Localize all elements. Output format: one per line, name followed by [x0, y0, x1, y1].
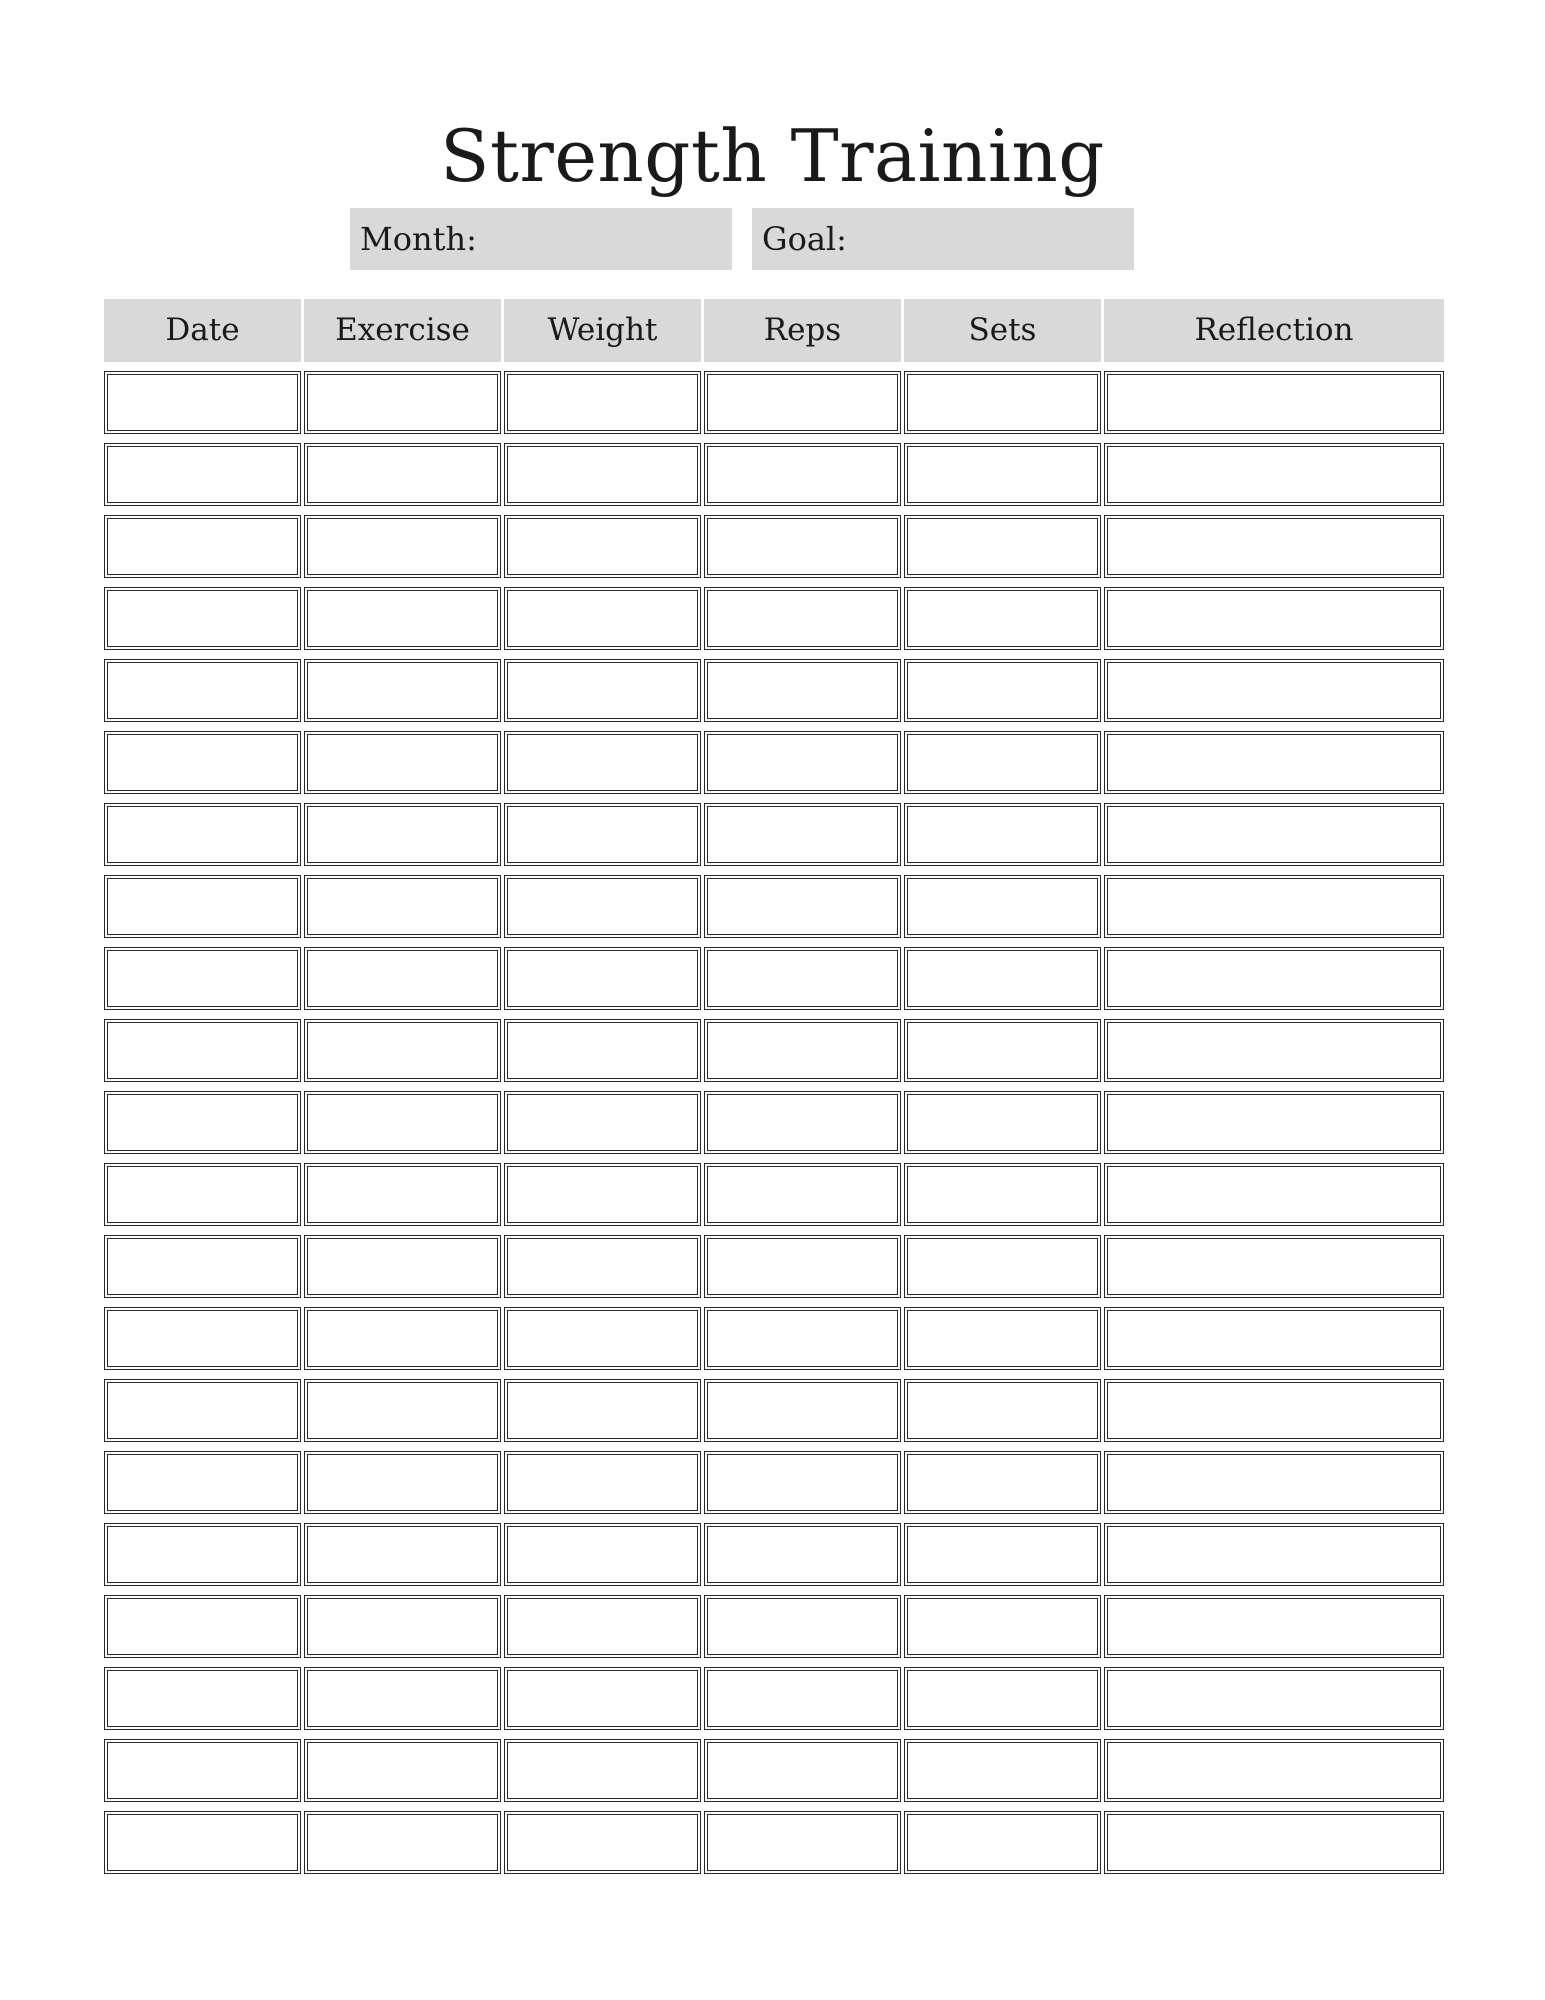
table-row: [104, 1451, 1444, 1514]
table-row: [104, 443, 1444, 506]
sets-cell[interactable]: [904, 1811, 1101, 1874]
table-row: [104, 1595, 1444, 1658]
exercise-cell[interactable]: [304, 371, 501, 434]
sets-cell[interactable]: [904, 1739, 1101, 1802]
table-row: [104, 1667, 1444, 1730]
reflection-cell[interactable]: [1104, 1451, 1444, 1514]
weight-cell[interactable]: [504, 515, 701, 578]
weight-cell[interactable]: [504, 875, 701, 938]
reflection-cell[interactable]: [1104, 1523, 1444, 1586]
reps-cell[interactable]: [704, 1019, 901, 1082]
exercise-cell[interactable]: [304, 1811, 501, 1874]
date-cell[interactable]: [104, 1307, 301, 1370]
weight-cell[interactable]: [504, 1523, 701, 1586]
reps-cell[interactable]: [704, 1523, 901, 1586]
exercise-cell[interactable]: [304, 515, 501, 578]
reps-cell[interactable]: [704, 1667, 901, 1730]
sets-cell[interactable]: [904, 1091, 1101, 1154]
exercise-cell[interactable]: [304, 1739, 501, 1802]
table-row: [104, 803, 1444, 866]
table-row: [104, 1307, 1444, 1370]
weight-cell[interactable]: [504, 371, 701, 434]
weight-cell[interactable]: [504, 1307, 701, 1370]
table-row: [104, 731, 1444, 794]
weight-cell[interactable]: [504, 1595, 701, 1658]
sets-cell[interactable]: [904, 1667, 1101, 1730]
exercise-cell[interactable]: [304, 947, 501, 1010]
reflection-cell[interactable]: [1104, 1235, 1444, 1298]
date-cell[interactable]: [104, 1019, 301, 1082]
reps-cell[interactable]: [704, 947, 901, 1010]
date-cell[interactable]: [104, 803, 301, 866]
sets-cell[interactable]: [904, 659, 1101, 722]
column-header-date: Date: [104, 299, 301, 362]
weight-cell[interactable]: [504, 1739, 701, 1802]
exercise-cell[interactable]: [304, 443, 501, 506]
date-cell[interactable]: [104, 1235, 301, 1298]
reflection-cell[interactable]: [1104, 1019, 1444, 1082]
table-row: [104, 515, 1444, 578]
weight-cell[interactable]: [504, 659, 701, 722]
reps-cell[interactable]: [704, 587, 901, 650]
sets-cell[interactable]: [904, 731, 1101, 794]
weight-cell[interactable]: [504, 1451, 701, 1514]
table-row: [104, 1091, 1444, 1154]
date-cell[interactable]: [104, 1667, 301, 1730]
column-header-sets: Sets: [904, 299, 1101, 362]
reps-cell[interactable]: [704, 1739, 901, 1802]
date-cell[interactable]: [104, 371, 301, 434]
exercise-cell[interactable]: [304, 1019, 501, 1082]
weight-cell[interactable]: [504, 803, 701, 866]
date-cell[interactable]: [104, 1379, 301, 1442]
reflection-cell[interactable]: [1104, 371, 1444, 434]
exercise-cell[interactable]: [304, 1523, 501, 1586]
reflection-cell[interactable]: [1104, 1739, 1444, 1802]
reps-cell[interactable]: [704, 1451, 901, 1514]
reps-cell[interactable]: [704, 443, 901, 506]
date-cell[interactable]: [104, 1523, 301, 1586]
date-cell[interactable]: [104, 515, 301, 578]
reps-cell[interactable]: [704, 875, 901, 938]
sets-cell[interactable]: [904, 1307, 1101, 1370]
sets-cell[interactable]: [904, 1595, 1101, 1658]
reps-cell[interactable]: [704, 731, 901, 794]
sets-cell[interactable]: [904, 515, 1101, 578]
reps-cell[interactable]: [704, 1811, 901, 1874]
table-row: [104, 371, 1444, 434]
month-label: Month:: [360, 220, 477, 258]
reps-cell[interactable]: [704, 515, 901, 578]
date-cell[interactable]: [104, 1739, 301, 1802]
reflection-cell[interactable]: [1104, 515, 1444, 578]
date-cell[interactable]: [104, 1163, 301, 1226]
reflection-cell[interactable]: [1104, 947, 1444, 1010]
table-body: [104, 371, 1444, 1883]
exercise-cell[interactable]: [304, 1451, 501, 1514]
column-header-exercise: Exercise: [304, 299, 501, 362]
weight-cell[interactable]: [504, 1091, 701, 1154]
reflection-cell[interactable]: [1104, 443, 1444, 506]
date-cell[interactable]: [104, 443, 301, 506]
date-cell[interactable]: [104, 1451, 301, 1514]
sets-cell[interactable]: [904, 1235, 1101, 1298]
weight-cell[interactable]: [504, 1235, 701, 1298]
column-header-reps: Reps: [704, 299, 901, 362]
date-cell[interactable]: [104, 1811, 301, 1874]
column-header-weight: Weight: [504, 299, 701, 362]
reflection-cell[interactable]: [1104, 1667, 1444, 1730]
table-row: [104, 1523, 1444, 1586]
exercise-cell[interactable]: [304, 1163, 501, 1226]
table-row: [104, 1379, 1444, 1442]
table-row: [104, 659, 1444, 722]
weight-cell[interactable]: [504, 1163, 701, 1226]
reps-cell[interactable]: [704, 1595, 901, 1658]
reflection-cell[interactable]: [1104, 1307, 1444, 1370]
reflection-cell[interactable]: [1104, 1595, 1444, 1658]
weight-cell[interactable]: [504, 947, 701, 1010]
goal-field[interactable]: [752, 208, 1134, 270]
reflection-cell[interactable]: [1104, 803, 1444, 866]
weight-cell[interactable]: [504, 587, 701, 650]
exercise-cell[interactable]: [304, 1235, 501, 1298]
reps-cell[interactable]: [704, 659, 901, 722]
reflection-cell[interactable]: [1104, 1811, 1444, 1874]
exercise-cell[interactable]: [304, 587, 501, 650]
table-row: [104, 1019, 1444, 1082]
reflection-cell[interactable]: [1104, 731, 1444, 794]
table-row: [104, 1811, 1444, 1874]
reps-cell[interactable]: [704, 1091, 901, 1154]
reflection-cell[interactable]: [1104, 875, 1444, 938]
sets-cell[interactable]: [904, 875, 1101, 938]
table-row: [104, 1235, 1444, 1298]
reps-cell[interactable]: [704, 1379, 901, 1442]
sets-cell[interactable]: [904, 443, 1101, 506]
column-header-reflection: Reflection: [1104, 299, 1444, 362]
reps-cell[interactable]: [704, 1163, 901, 1226]
exercise-cell[interactable]: [304, 1307, 501, 1370]
sets-cell[interactable]: [904, 1019, 1101, 1082]
exercise-cell[interactable]: [304, 875, 501, 938]
reflection-cell[interactable]: [1104, 587, 1444, 650]
date-cell[interactable]: [104, 587, 301, 650]
date-cell[interactable]: [104, 659, 301, 722]
sets-cell[interactable]: [904, 371, 1101, 434]
table-header: [104, 299, 1444, 362]
exercise-cell[interactable]: [304, 731, 501, 794]
exercise-cell[interactable]: [304, 803, 501, 866]
sets-cell[interactable]: [904, 947, 1101, 1010]
table-row: [104, 875, 1444, 938]
sets-cell[interactable]: [904, 1379, 1101, 1442]
reflection-cell[interactable]: [1104, 659, 1444, 722]
reflection-cell[interactable]: [1104, 1379, 1444, 1442]
table-row: [104, 587, 1444, 650]
exercise-cell[interactable]: [304, 1379, 501, 1442]
sets-cell[interactable]: [904, 1523, 1101, 1586]
weight-cell[interactable]: [504, 1379, 701, 1442]
weight-cell[interactable]: [504, 1811, 701, 1874]
page-title: Strength Training: [440, 114, 1105, 198]
reps-cell[interactable]: [704, 371, 901, 434]
sets-cell[interactable]: [904, 1163, 1101, 1226]
sets-cell[interactable]: [904, 587, 1101, 650]
reps-cell[interactable]: [704, 803, 901, 866]
sets-cell[interactable]: [904, 1451, 1101, 1514]
reflection-cell[interactable]: [1104, 1163, 1444, 1226]
date-cell[interactable]: [104, 1091, 301, 1154]
date-cell[interactable]: [104, 1595, 301, 1658]
weight-cell[interactable]: [504, 731, 701, 794]
exercise-cell[interactable]: [304, 1667, 501, 1730]
weight-cell[interactable]: [504, 443, 701, 506]
reps-cell[interactable]: [704, 1307, 901, 1370]
date-cell[interactable]: [104, 731, 301, 794]
goal-label: Goal:: [762, 220, 847, 258]
table-row: [104, 1739, 1444, 1802]
weight-cell[interactable]: [504, 1019, 701, 1082]
exercise-cell[interactable]: [304, 1595, 501, 1658]
weight-cell[interactable]: [504, 1667, 701, 1730]
sets-cell[interactable]: [904, 803, 1101, 866]
date-cell[interactable]: [104, 947, 301, 1010]
reflection-cell[interactable]: [1104, 1091, 1444, 1154]
exercise-cell[interactable]: [304, 659, 501, 722]
exercise-cell[interactable]: [304, 1091, 501, 1154]
month-field[interactable]: [350, 208, 732, 270]
reps-cell[interactable]: [704, 1235, 901, 1298]
table-row: [104, 1163, 1444, 1226]
table-row: [104, 947, 1444, 1010]
date-cell[interactable]: [104, 875, 301, 938]
